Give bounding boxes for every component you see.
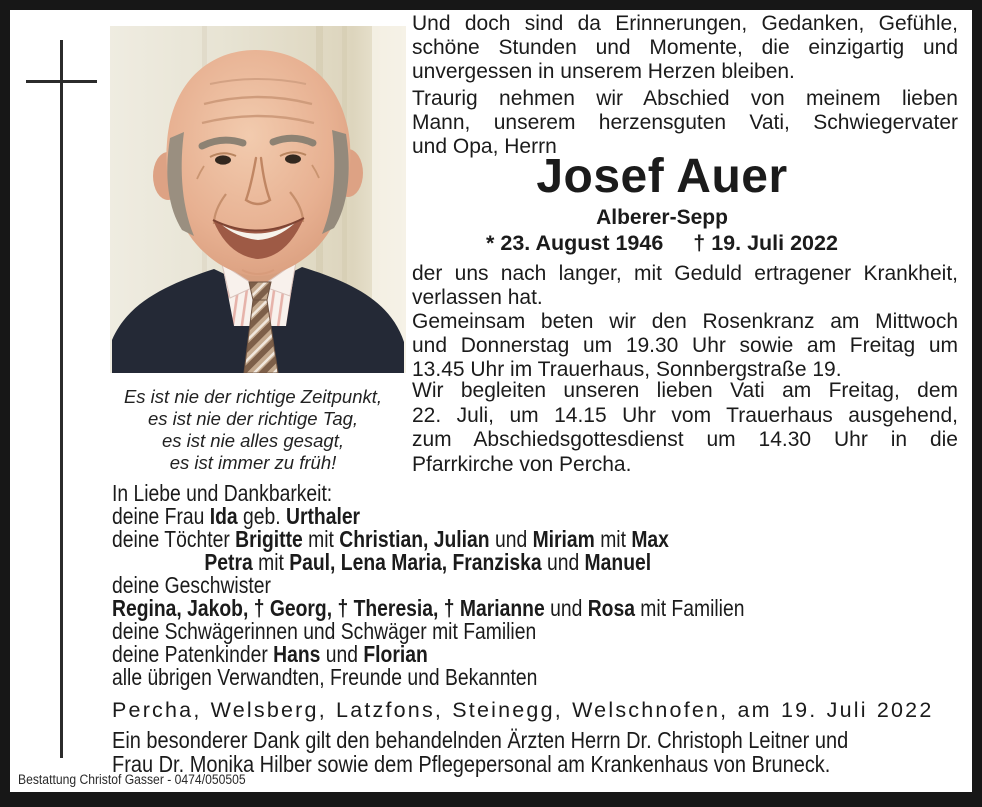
family-member-name: Christian, Julian: [339, 526, 490, 552]
family-member-name: Ida: [209, 503, 238, 529]
mourners-line: [112, 574, 744, 597]
family-member-name: Hans: [273, 641, 321, 667]
memorial-quote: [88, 386, 418, 474]
relation-text: deine Schwägerinnen und Schwäger mit Familien: [112, 618, 537, 644]
thanks-paragraph: [112, 729, 978, 776]
funeral-home-footer: Bestattung Christof Gasser - 0474/050505: [18, 772, 246, 787]
mourners-list: [112, 482, 865, 689]
family-member-name: Paul, Lena Maria, Franziska: [289, 549, 542, 575]
text-line: und Opa, Herrn: [412, 135, 557, 158]
text-line: unvergessen in unserem Herzen bleiben.: [412, 60, 795, 83]
relation-text: und: [541, 549, 585, 575]
cross-horizontal-bar: [26, 80, 97, 83]
places-date-line: Percha, Welsberg, Latzfons, Steinegg, Welschnofen, am 19. Juli 2022: [112, 698, 934, 722]
text-line: Und doch sind da Erinnerungen, Gedanken, Gefühle,: [412, 12, 958, 35]
mourners-line: [112, 643, 744, 666]
relation-text: In Liebe und Dankbarkeit:: [112, 480, 333, 506]
death-date: † 19. Juli 2022: [693, 231, 838, 255]
text-line: Traurig nehmen wir Abschied von meinem lieben: [412, 87, 958, 110]
text-line: Gemeinsam beten wir den Rosenkranz am Mittwoch: [412, 310, 958, 333]
family-member-name: Max: [631, 526, 669, 552]
mourners-line: [112, 482, 744, 505]
relation-text: deine Frau: [112, 503, 210, 529]
relation-text: mit: [302, 526, 340, 552]
farewell-paragraph: [412, 87, 958, 159]
text-line: es ist immer zu früh!: [169, 452, 337, 473]
relation-text: alle übrigen Verwandten, Freunde und Bekannten: [112, 664, 538, 690]
text-line: der uns nach langer, mit Geduld ertragener Krankheit,: [412, 262, 958, 285]
family-member-name: Regina, Jakob, † Georg, † Theresia, † Marianne: [112, 595, 545, 621]
mourners-line: [112, 620, 744, 643]
relation-text: mit: [252, 549, 290, 575]
life-dates: [412, 231, 912, 256]
text-line: Mann, unserem herzensguten Vati, Schwiegervater: [412, 111, 958, 134]
family-member-name: Petra: [204, 549, 253, 575]
illness-paragraph: [412, 262, 958, 310]
mourners-line: [112, 505, 744, 528]
relation-text: deine Töchter: [112, 526, 236, 552]
text-line: zum Abschiedsgottesdienst um 14.30 Uhr in die: [412, 428, 958, 451]
text-line: verlassen hat.: [412, 286, 543, 309]
text-line: Ein besonderer Dank gilt den behandelnden Ärzten Herrn Dr. Christoph Leitner und: [112, 727, 849, 753]
text-line: es ist nie der richtige Tag,: [147, 408, 359, 429]
relation-text: deine Patenkinder: [112, 641, 274, 667]
text-line: 13.45 Uhr im Trauerhaus, Sonnbergstraße 19.: [412, 358, 842, 381]
text-line: Wir begleiten unseren lieben Vati am Freitag, dem: [412, 379, 958, 402]
relation-text: deine Geschwister: [112, 572, 271, 598]
text-line: Frau Dr. Monika Hilber sowie dem Pflegepersonal am Krankenhaus von Bruneck.: [112, 750, 831, 777]
family-member-name: Brigitte: [235, 526, 303, 552]
mourners-line: [112, 551, 744, 574]
text-line: Pfarrkirche von Percha.: [412, 452, 632, 476]
text-line: und Donnerstag um 19.30 Uhr sowie am Freitag um: [412, 334, 958, 357]
funeral-paragraph: [412, 379, 958, 477]
text-line: es ist nie alles gesagt,: [161, 430, 345, 451]
family-member-name: Manuel: [584, 549, 652, 575]
mourners-line: [112, 666, 744, 689]
family-member-name: Miriam: [532, 526, 595, 552]
relation-text: und: [489, 526, 533, 552]
family-member-name: Rosa: [587, 595, 635, 621]
opening-paragraph: [412, 12, 958, 84]
birth-date: * 23. August 1946: [486, 231, 664, 255]
relation-text: und: [320, 641, 364, 667]
text-line: schöne Stunden und Momente, die einzigartig und: [412, 36, 958, 59]
deceased-nickname: Alberer-Sepp: [596, 206, 728, 229]
mourners-line: [112, 528, 744, 551]
relation-text: mit: [594, 526, 632, 552]
mourners-line: [112, 597, 744, 620]
deceased-name: Josef Auer: [536, 150, 788, 203]
relation-text: und: [544, 595, 588, 621]
family-member-name: Florian: [363, 641, 428, 667]
text-line: Es ist nie der richtige Zeitpunkt,: [123, 386, 383, 407]
rosary-paragraph: [412, 310, 958, 382]
portrait-illustration: [110, 26, 406, 373]
relation-text: geb.: [237, 503, 286, 529]
relation-text: mit Familien: [634, 595, 745, 621]
family-member-name: Urthaler: [285, 503, 361, 529]
text-line: 22. Juli, um 14.15 Uhr vom Trauerhaus ausgehend,: [412, 403, 958, 427]
portrait-photo: [110, 26, 406, 373]
cross-vertical-bar: [60, 40, 63, 758]
